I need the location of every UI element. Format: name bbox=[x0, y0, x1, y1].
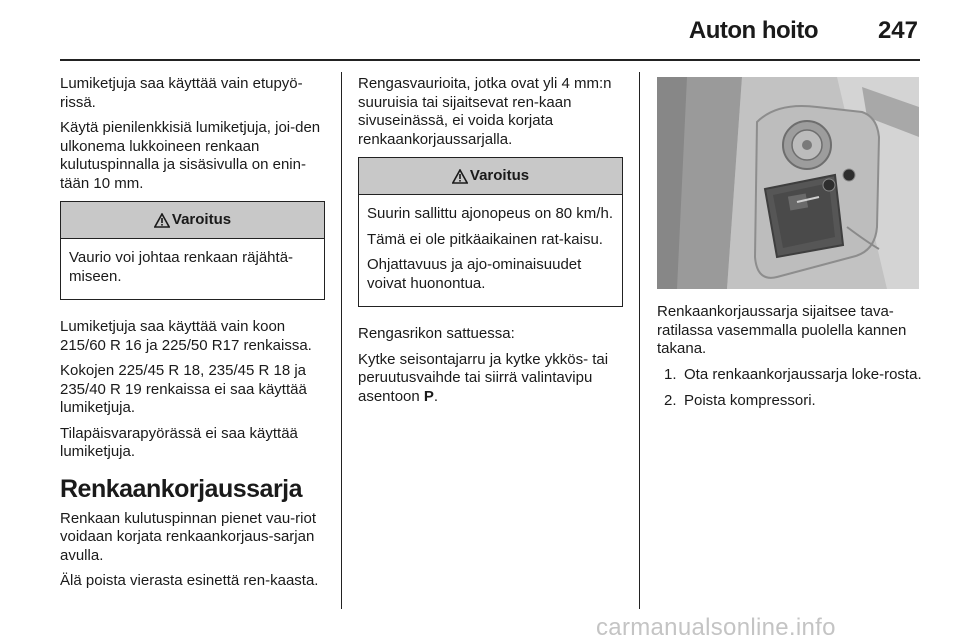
warning-text: Vaurio voi johtaa renkaan räjähtä-miseen. bbox=[69, 249, 294, 285]
paragraph-text: Kytke seisontajarru ja kytke ykkös- tai peruutusvaihde tai siirrä valintavipu asentoon bbox=[358, 350, 609, 405]
paragraph-repair-kit-intro: Renkaan kulutuspinnan pienet vau-riot voidaan korjata renkaankorjaus-sarjan avulla. bbox=[60, 509, 317, 564]
list-item bbox=[657, 392, 922, 411]
gear-position: P bbox=[423, 387, 434, 405]
step-text: Poista kompressori. bbox=[684, 392, 816, 409]
warning-body bbox=[61, 239, 324, 299]
column-1 bbox=[60, 75, 325, 598]
paragraph-tire-sizes: Lumiketjuja saa käyttää vain koon 215/60 R 16 ja 225/50 R17 renkaissa. bbox=[60, 318, 312, 354]
warning-icon bbox=[154, 213, 170, 228]
step-number: 1. bbox=[664, 365, 677, 383]
warning-box bbox=[60, 201, 325, 300]
watermark: carmanualsonline.info bbox=[596, 614, 836, 641]
column-3 bbox=[657, 75, 922, 419]
warning-line: Suurin sallittu ajonopeus on 80 km/h. bbox=[367, 205, 613, 222]
warning-header bbox=[61, 202, 324, 239]
warning-line: Tämä ei ole pitkäaikainen rat-kaisu. bbox=[367, 230, 603, 248]
warning-body bbox=[359, 195, 622, 306]
warning-box bbox=[358, 157, 623, 307]
column-2 bbox=[358, 75, 623, 413]
warning-title: Varoitus bbox=[171, 210, 232, 228]
step-number: 2. bbox=[664, 392, 677, 409]
section-title: Auton hoito bbox=[688, 17, 818, 44]
paragraph-parking-brake bbox=[358, 351, 623, 407]
warning-header bbox=[359, 158, 622, 195]
section-heading: Renkaankorjaussarja bbox=[60, 474, 303, 503]
paragraph-chain-size: Käytä pienilenkkisiä lumiketjuja, joi-den ulkonema lukkoineen renkaan kulutuspinnalla ja sisäsivulla on enin-tään 10 mm. bbox=[60, 119, 321, 192]
paragraph-snow-chains-front: Lumiketjuja saa käyttää vain etupyö-rissä. bbox=[60, 75, 303, 111]
paragraph-end: . bbox=[433, 387, 439, 405]
steps-list bbox=[657, 366, 922, 411]
warning-icon bbox=[452, 169, 468, 184]
list-item bbox=[657, 366, 922, 385]
paragraph-foreign-object: Älä poista vierasta esinettä ren-kaasta. bbox=[60, 572, 319, 589]
paragraph-no-chains: Kokojen 225/45 R 18, 235/45 R 18 ja 235/40 R 19 renkaissa ei saa käyttää lumiketjuja. bbox=[60, 362, 307, 416]
header-divider bbox=[60, 59, 920, 61]
paragraph-damage-limits: Rengasvaurioita, jotka ovat yli 4 mm:n suuruisia tai sijaitsevat ren-kaan sivuseinässä, ei voida korjata renkaankorjaussarjalla. bbox=[358, 75, 612, 148]
paragraph-puncture: Rengasrikon sattuessa: bbox=[358, 325, 515, 342]
paragraph-spare-wheel: Tilapäisvarapyörässä ei saa käyttää lumiketjuja. bbox=[60, 424, 298, 460]
warning-line: Ohjattavuus ja ajo-ominaisuudet voivat huonontua. bbox=[367, 256, 582, 292]
page-number: 247 bbox=[877, 17, 918, 44]
step-text: Ota renkaankorjaussarja loke-rosta. bbox=[684, 365, 922, 383]
paragraph-kit-location: Renkaankorjaussarja sijaitsee tava-ratilassa vasemmalla puolella kannen takana. bbox=[657, 303, 907, 357]
repair-kit-photo bbox=[657, 77, 919, 289]
column-divider-2 bbox=[639, 72, 640, 609]
column-divider-1 bbox=[341, 72, 342, 609]
warning-title: Varoitus bbox=[469, 166, 530, 184]
